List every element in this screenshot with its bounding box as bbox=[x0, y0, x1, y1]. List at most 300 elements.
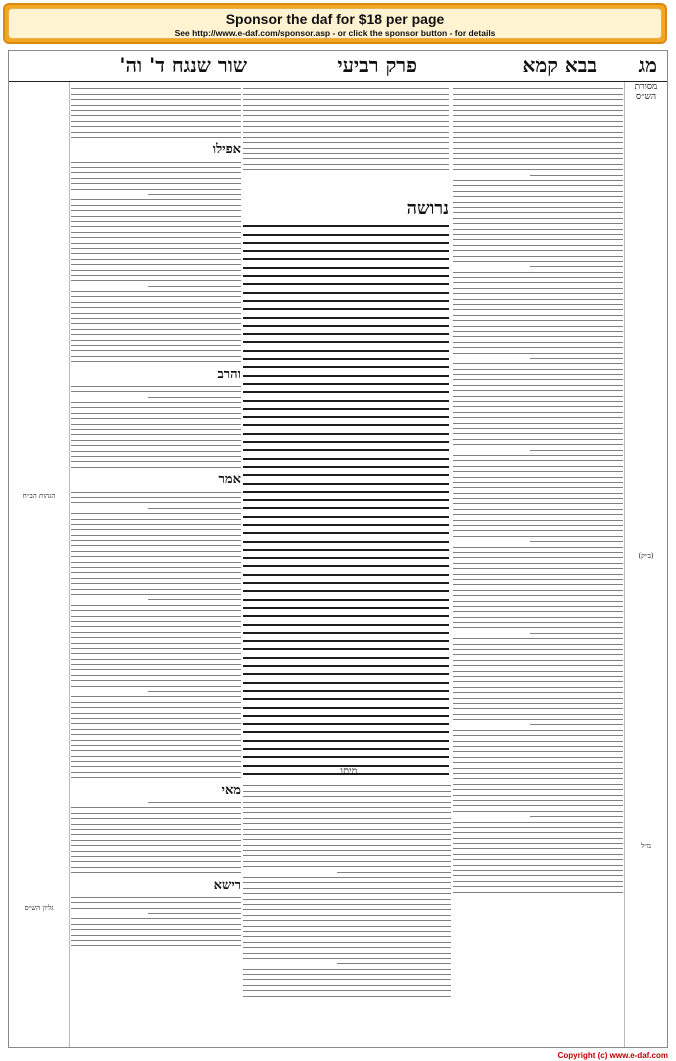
text-line bbox=[453, 606, 623, 607]
text-line bbox=[71, 275, 241, 276]
text-line bbox=[71, 424, 241, 425]
text-line bbox=[243, 947, 451, 948]
text-line bbox=[71, 723, 241, 724]
text-line bbox=[71, 861, 241, 862]
text-line bbox=[530, 450, 624, 451]
chapter-name: פרק רביעי bbox=[337, 53, 417, 77]
text-line bbox=[71, 610, 241, 611]
text-line bbox=[243, 979, 451, 980]
text-line bbox=[148, 913, 242, 914]
text-line bbox=[453, 180, 623, 181]
talmud-page bbox=[8, 50, 668, 1048]
text-line bbox=[71, 707, 241, 708]
text-line bbox=[71, 434, 241, 435]
text-line bbox=[71, 750, 241, 751]
text-line bbox=[243, 807, 451, 808]
text-line bbox=[453, 256, 623, 257]
text-line bbox=[71, 199, 241, 200]
text-line bbox=[243, 164, 449, 165]
text-line bbox=[243, 169, 449, 170]
text-line bbox=[71, 178, 241, 179]
tosafot-column bbox=[71, 84, 241, 1039]
text-line bbox=[71, 429, 241, 430]
text-line bbox=[243, 785, 451, 786]
text-line bbox=[71, 589, 241, 590]
text-line bbox=[453, 778, 623, 779]
gemara-line bbox=[243, 225, 449, 227]
text-line bbox=[71, 648, 241, 649]
text-line bbox=[71, 291, 241, 292]
text-line bbox=[71, 856, 241, 857]
text-line bbox=[453, 557, 623, 558]
text-line bbox=[243, 909, 451, 910]
gemara-line bbox=[243, 449, 449, 451]
text-line bbox=[243, 931, 451, 932]
dibbur-hamatchil: רישא bbox=[213, 877, 241, 893]
right-margin bbox=[624, 82, 667, 1047]
text-line bbox=[453, 746, 623, 747]
text-line bbox=[71, 686, 241, 687]
text-line bbox=[71, 88, 241, 89]
text-line bbox=[453, 886, 623, 887]
text-line bbox=[243, 110, 449, 111]
text-line bbox=[453, 433, 623, 434]
dibbur-hamatchil: אמר bbox=[218, 472, 241, 488]
margin-label: מסורת הש״ס bbox=[634, 82, 658, 102]
text-line bbox=[530, 633, 624, 634]
text-line bbox=[71, 259, 241, 260]
text-line bbox=[243, 153, 449, 154]
text-line bbox=[71, 902, 241, 903]
text-line bbox=[453, 547, 623, 548]
text-line bbox=[71, 669, 241, 670]
text-line bbox=[453, 601, 623, 602]
text-line bbox=[453, 460, 623, 461]
gemara-line bbox=[243, 283, 449, 285]
sponsor-banner[interactable] bbox=[3, 3, 667, 44]
text-line bbox=[453, 708, 623, 709]
right-margin-note-2: (ב״ק) bbox=[638, 552, 654, 560]
text-line bbox=[243, 829, 451, 830]
text-line bbox=[71, 918, 241, 919]
text-line bbox=[243, 105, 449, 106]
text-line bbox=[148, 397, 242, 398]
text-line bbox=[71, 386, 241, 387]
text-line bbox=[148, 599, 242, 600]
text-line bbox=[453, 676, 623, 677]
gemara-line bbox=[243, 275, 449, 277]
text-line bbox=[453, 245, 623, 246]
text-line bbox=[453, 439, 623, 440]
text-line bbox=[453, 223, 623, 224]
text-line bbox=[71, 329, 241, 330]
text-line bbox=[453, 741, 623, 742]
text-line bbox=[71, 461, 241, 462]
text-line bbox=[71, 110, 241, 111]
gemara-line bbox=[243, 549, 449, 551]
text-line bbox=[71, 302, 241, 303]
text-line bbox=[453, 121, 623, 122]
text-line bbox=[71, 664, 241, 665]
commentary-bottom-block bbox=[243, 781, 451, 1039]
text-line bbox=[453, 412, 623, 413]
text-line bbox=[243, 158, 449, 159]
text-line bbox=[453, 423, 623, 424]
text-line bbox=[453, 762, 623, 763]
text-line bbox=[71, 594, 241, 595]
gemara-line bbox=[243, 317, 449, 319]
text-line bbox=[71, 545, 241, 546]
text-line bbox=[453, 379, 623, 380]
text-line bbox=[453, 536, 623, 537]
text-line bbox=[453, 789, 623, 790]
text-line bbox=[453, 455, 623, 456]
text-line bbox=[453, 250, 623, 251]
text-line bbox=[453, 212, 623, 213]
text-line bbox=[453, 552, 623, 553]
text-line bbox=[71, 318, 241, 319]
gemara-line bbox=[243, 350, 449, 352]
text-line bbox=[71, 172, 241, 173]
gemara-line bbox=[243, 491, 449, 493]
text-line bbox=[71, 126, 241, 127]
text-line bbox=[453, 320, 623, 321]
text-line bbox=[243, 132, 449, 133]
text-line bbox=[243, 855, 451, 856]
text-line bbox=[71, 605, 241, 606]
text-line bbox=[243, 942, 451, 943]
text-line bbox=[71, 270, 241, 271]
text-line bbox=[453, 164, 623, 165]
text-line bbox=[71, 740, 241, 741]
text-line bbox=[71, 572, 241, 573]
text-line bbox=[71, 834, 241, 835]
text-line bbox=[453, 110, 623, 111]
sponsor-title[interactable]: Sponsor the daf for $18 per page bbox=[225, 11, 445, 27]
text-line bbox=[453, 800, 623, 801]
dibbur-hamatchil: מאי bbox=[221, 782, 241, 798]
text-line bbox=[453, 299, 623, 300]
text-line bbox=[71, 637, 241, 638]
text-line bbox=[148, 691, 242, 692]
text-line bbox=[453, 698, 623, 699]
text-line bbox=[453, 692, 623, 693]
text-line bbox=[243, 958, 451, 959]
text-line bbox=[71, 626, 241, 627]
text-line bbox=[453, 191, 623, 192]
text-line bbox=[243, 802, 451, 803]
text-line bbox=[453, 498, 623, 499]
text-line bbox=[337, 872, 451, 873]
gemara-line bbox=[243, 333, 449, 335]
text-line bbox=[453, 396, 623, 397]
text-line bbox=[453, 832, 623, 833]
text-line bbox=[453, 234, 623, 235]
text-line bbox=[453, 401, 623, 402]
text-line bbox=[243, 791, 451, 792]
text-line bbox=[71, 659, 241, 660]
text-line bbox=[453, 649, 623, 650]
text-line bbox=[71, 829, 241, 830]
text-line bbox=[453, 822, 623, 823]
text-line bbox=[453, 638, 623, 639]
text-line bbox=[71, 440, 241, 441]
text-line bbox=[71, 702, 241, 703]
text-line bbox=[71, 210, 241, 211]
gemara-line bbox=[243, 590, 449, 592]
gemara-line bbox=[243, 250, 449, 252]
gemara-line bbox=[243, 574, 449, 576]
text-line bbox=[453, 288, 623, 289]
gemara-line bbox=[243, 267, 449, 269]
gemara-line bbox=[243, 474, 449, 476]
text-line bbox=[453, 660, 623, 661]
text-line bbox=[71, 924, 241, 925]
text-line bbox=[71, 621, 241, 622]
text-line bbox=[453, 315, 623, 316]
text-line bbox=[453, 261, 623, 262]
text-line bbox=[453, 207, 623, 208]
text-line bbox=[243, 121, 449, 122]
text-line bbox=[71, 264, 241, 265]
gemara-line bbox=[243, 640, 449, 642]
text-line bbox=[453, 681, 623, 682]
text-line bbox=[530, 358, 624, 359]
text-line bbox=[243, 812, 451, 813]
text-line bbox=[71, 167, 241, 168]
text-line bbox=[453, 644, 623, 645]
gemara-line bbox=[243, 682, 449, 684]
text-line bbox=[453, 665, 623, 666]
text-line bbox=[453, 875, 623, 876]
text-line bbox=[71, 296, 241, 297]
text-line bbox=[243, 796, 451, 797]
text-line bbox=[71, 402, 241, 403]
text-line bbox=[71, 529, 241, 530]
text-line bbox=[243, 882, 451, 883]
text-line bbox=[71, 908, 241, 909]
text-line bbox=[453, 827, 623, 828]
text-line bbox=[453, 735, 623, 736]
gemara-line bbox=[243, 615, 449, 617]
text-line bbox=[453, 795, 623, 796]
text-line bbox=[453, 838, 623, 839]
text-line bbox=[71, 350, 241, 351]
text-line bbox=[243, 823, 451, 824]
text-line bbox=[243, 839, 451, 840]
text-line bbox=[71, 807, 241, 808]
gemara-line bbox=[243, 657, 449, 659]
text-line bbox=[453, 590, 623, 591]
text-line bbox=[453, 671, 623, 672]
text-line bbox=[243, 969, 451, 970]
text-line bbox=[453, 331, 623, 332]
text-line bbox=[453, 859, 623, 860]
text-line bbox=[71, 340, 241, 341]
gemara-line bbox=[243, 648, 449, 650]
text-line bbox=[71, 734, 241, 735]
text-line bbox=[243, 985, 451, 986]
text-line bbox=[453, 848, 623, 849]
text-line bbox=[453, 514, 623, 515]
text-line bbox=[71, 413, 241, 414]
text-line bbox=[243, 834, 451, 835]
text-line bbox=[453, 751, 623, 752]
text-line bbox=[243, 850, 451, 851]
text-line bbox=[453, 239, 623, 240]
right-margin-note-1: מ״ל bbox=[640, 842, 652, 850]
text-line bbox=[453, 503, 623, 504]
text-line bbox=[243, 877, 451, 878]
text-line bbox=[71, 445, 241, 446]
text-line bbox=[453, 654, 623, 655]
text-line bbox=[71, 713, 241, 714]
text-line bbox=[71, 232, 241, 233]
left-margin bbox=[9, 82, 70, 1047]
sponsor-subtitle: See http://www.e-daf.com/sponsor.asp - or click the sponsor button - for details bbox=[174, 28, 496, 38]
text-line bbox=[453, 811, 623, 812]
text-line bbox=[453, 843, 623, 844]
gemara-line bbox=[243, 740, 449, 742]
text-line bbox=[243, 866, 451, 867]
text-line bbox=[71, 334, 241, 335]
gemara-line bbox=[243, 258, 449, 260]
text-line bbox=[453, 525, 623, 526]
text-line bbox=[71, 745, 241, 746]
text-line bbox=[71, 718, 241, 719]
text-line bbox=[453, 132, 623, 133]
rashi-top-block bbox=[243, 84, 449, 192]
text-line bbox=[453, 854, 623, 855]
text-line bbox=[453, 326, 623, 327]
text-line bbox=[71, 653, 241, 654]
text-line bbox=[71, 845, 241, 846]
text-line bbox=[71, 105, 241, 106]
text-line bbox=[71, 345, 241, 346]
text-line bbox=[453, 482, 623, 483]
text-line bbox=[71, 867, 241, 868]
gemara-line bbox=[243, 416, 449, 418]
gemara-line bbox=[243, 607, 449, 609]
gemara-line bbox=[243, 748, 449, 750]
text-line bbox=[71, 851, 241, 852]
text-line bbox=[453, 520, 623, 521]
text-line bbox=[453, 115, 623, 116]
text-line bbox=[71, 237, 241, 238]
text-line bbox=[453, 158, 623, 159]
text-line bbox=[453, 148, 623, 149]
rashi-column bbox=[453, 84, 623, 1039]
text-line bbox=[71, 407, 241, 408]
text-line bbox=[71, 940, 241, 941]
text-line bbox=[453, 579, 623, 580]
text-line bbox=[453, 477, 623, 478]
text-line bbox=[148, 286, 242, 287]
text-line bbox=[71, 418, 241, 419]
text-line bbox=[453, 196, 623, 197]
gemara-line bbox=[243, 300, 449, 302]
left-margin-note-2: גליון הש״ס bbox=[24, 904, 54, 912]
text-line bbox=[453, 584, 623, 585]
text-line bbox=[453, 687, 623, 688]
text-line bbox=[71, 556, 241, 557]
text-line bbox=[453, 336, 623, 337]
tractate-name: בבא קמא bbox=[522, 53, 597, 77]
text-line bbox=[453, 417, 623, 418]
gemara-line bbox=[243, 433, 449, 435]
text-line bbox=[453, 374, 623, 375]
text-line bbox=[71, 391, 241, 392]
text-line bbox=[453, 88, 623, 89]
text-line bbox=[71, 313, 241, 314]
text-line bbox=[71, 205, 241, 206]
text-line bbox=[453, 703, 623, 704]
text-line bbox=[71, 323, 241, 324]
text-line bbox=[71, 766, 241, 767]
gemara-line bbox=[243, 715, 449, 717]
text-line bbox=[71, 696, 241, 697]
gemara-line bbox=[243, 632, 449, 634]
text-line bbox=[453, 99, 623, 100]
text-line bbox=[453, 309, 623, 310]
text-line bbox=[453, 805, 623, 806]
text-line bbox=[453, 574, 623, 575]
text-line bbox=[453, 277, 623, 278]
text-line bbox=[453, 509, 623, 510]
text-line bbox=[71, 524, 241, 525]
text-line bbox=[71, 535, 241, 536]
text-line bbox=[71, 824, 241, 825]
text-line bbox=[71, 578, 241, 579]
gemara-line bbox=[243, 557, 449, 559]
text-line bbox=[453, 363, 623, 364]
gemara-line bbox=[243, 698, 449, 700]
text-line bbox=[71, 99, 241, 100]
text-line bbox=[71, 756, 241, 757]
text-line bbox=[71, 772, 241, 773]
text-line bbox=[453, 714, 623, 715]
text-line bbox=[148, 802, 242, 803]
text-line bbox=[243, 861, 451, 862]
text-line bbox=[453, 369, 623, 370]
text-line bbox=[453, 385, 623, 386]
text-line bbox=[243, 818, 451, 819]
text-line bbox=[71, 513, 241, 514]
gemara-line bbox=[243, 325, 449, 327]
text-line bbox=[71, 467, 241, 468]
text-line bbox=[453, 466, 623, 467]
text-line bbox=[243, 904, 451, 905]
text-line bbox=[453, 719, 623, 720]
gemara-line bbox=[243, 756, 449, 758]
text-line bbox=[453, 218, 623, 219]
sponsor-banner-inner bbox=[8, 8, 662, 39]
text-line bbox=[243, 115, 449, 116]
gemara-line bbox=[243, 424, 449, 426]
text-line bbox=[453, 272, 623, 273]
gemara-line bbox=[243, 408, 449, 410]
text-line bbox=[243, 893, 451, 894]
text-line bbox=[71, 540, 241, 541]
text-line bbox=[71, 840, 241, 841]
text-line bbox=[453, 757, 623, 758]
text-line bbox=[71, 729, 241, 730]
text-line bbox=[453, 105, 623, 106]
text-line bbox=[453, 126, 623, 127]
gemara-line bbox=[243, 242, 449, 244]
text-line bbox=[453, 304, 623, 305]
text-line bbox=[243, 845, 451, 846]
